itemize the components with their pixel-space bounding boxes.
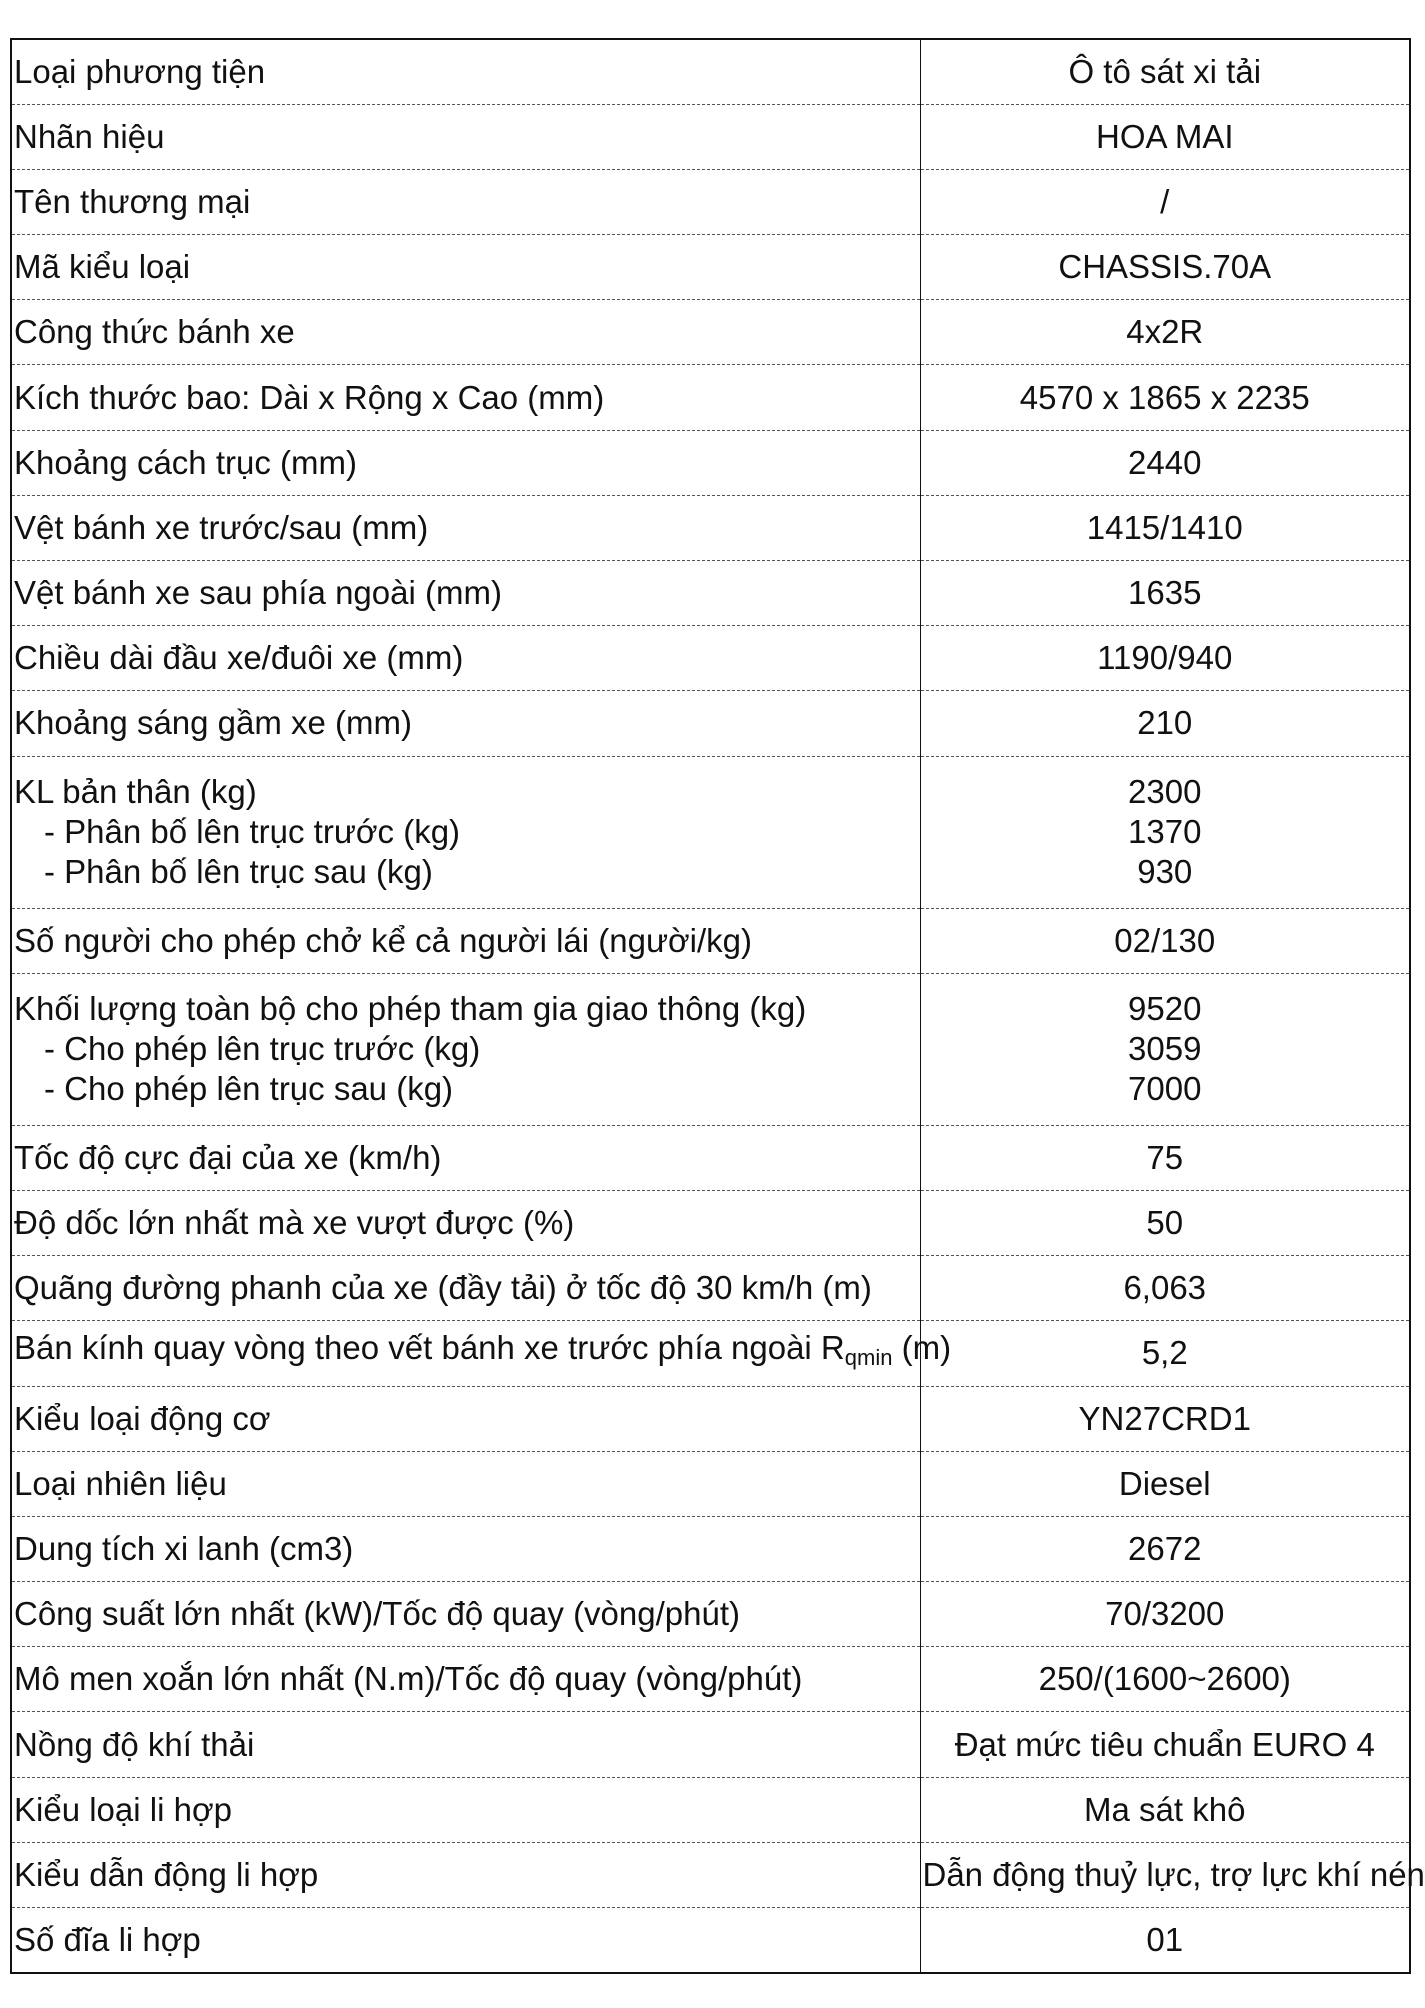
row-label: Tốc độ cực đại của xe (km/h) bbox=[11, 1125, 920, 1190]
row-value-group bbox=[920, 756, 1410, 908]
row-label: Chiều dài đầu xe/đuôi xe (mm) bbox=[11, 626, 920, 691]
row-value: Đạt mức tiêu chuẩn EURO 4 bbox=[920, 1712, 1410, 1777]
row-label: Khoảng cách trục (mm) bbox=[11, 430, 920, 495]
table-row bbox=[11, 365, 1410, 430]
table-row bbox=[11, 908, 1410, 973]
row-value: Dẫn động thuỷ lực, trợ lực khí nén bbox=[920, 1842, 1410, 1907]
table-row bbox=[11, 300, 1410, 365]
row-value: 210 bbox=[920, 691, 1410, 756]
row-label: Dung tích xi lanh (cm3) bbox=[11, 1516, 920, 1581]
row-label: Quãng đường phanh của xe (đầy tải) ở tốc độ 30 km/h (m) bbox=[11, 1256, 920, 1321]
table-row bbox=[11, 1908, 1410, 1973]
row-label: Công thức bánh xe bbox=[11, 300, 920, 365]
row-value-group bbox=[920, 973, 1410, 1125]
table-row bbox=[11, 973, 1410, 1125]
row-value: / bbox=[920, 169, 1410, 234]
table-row bbox=[11, 1647, 1410, 1712]
table-row bbox=[11, 561, 1410, 626]
table-row bbox=[11, 1712, 1410, 1777]
table-row bbox=[11, 1842, 1410, 1907]
spec-table bbox=[10, 38, 1425, 1974]
row-value: 6,063 bbox=[920, 1256, 1410, 1321]
row-label: Nồng độ khí thải bbox=[11, 1712, 920, 1777]
row-sub-label: - Cho phép lên trục sau (kg) bbox=[44, 1070, 454, 1108]
table-row bbox=[11, 1321, 1410, 1386]
row-sub-value: 1370 bbox=[1128, 813, 1202, 851]
row-label: Khoảng sáng gầm xe (mm) bbox=[11, 691, 920, 756]
row-label: KL bản thân (kg) bbox=[14, 773, 257, 811]
row-label-group bbox=[11, 756, 920, 908]
table-row bbox=[11, 1582, 1410, 1647]
row-label-tail: (m) bbox=[892, 1329, 952, 1367]
row-value: 1190/940 bbox=[920, 626, 1410, 691]
row-value: 02/130 bbox=[920, 908, 1410, 973]
row-label: Vệt bánh xe trước/sau (mm) bbox=[11, 495, 920, 560]
row-label-group bbox=[11, 973, 920, 1125]
row-label: Kiểu dẫn động li hợp bbox=[11, 1842, 920, 1907]
row-label: Độ dốc lớn nhất mà xe vượt được (%) bbox=[11, 1190, 920, 1255]
row-sub-label: - Cho phép lên trục trước (kg) bbox=[44, 1030, 481, 1068]
row-value: Diesel bbox=[920, 1451, 1410, 1516]
row-value: 4570 x 1865 x 2235 bbox=[920, 365, 1410, 430]
row-value: Ma sát khô bbox=[920, 1777, 1410, 1842]
row-label: Công suất lớn nhất (kW)/Tốc độ quay (vòng/phút) bbox=[11, 1582, 920, 1647]
table-row bbox=[11, 1256, 1410, 1321]
row-value: 2440 bbox=[920, 430, 1410, 495]
table-row bbox=[11, 430, 1410, 495]
row-label-turning-radius bbox=[11, 1321, 952, 1386]
table-row bbox=[11, 169, 1410, 234]
row-label: Số đĩa li hợp bbox=[11, 1908, 920, 1973]
row-value: 1415/1410 bbox=[920, 495, 1410, 560]
row-value: HOA MAI bbox=[920, 104, 1410, 169]
row-label: Khối lượng toàn bộ cho phép tham gia giao thông (kg) bbox=[14, 990, 807, 1028]
row-value: CHASSIS.70A bbox=[920, 235, 1410, 300]
table-row bbox=[11, 495, 1410, 560]
table-row bbox=[11, 39, 1410, 104]
table-row bbox=[11, 104, 1410, 169]
row-label: Mã kiểu loại bbox=[11, 235, 920, 300]
row-label: Tên thương mại bbox=[11, 169, 920, 234]
row-value: 01 bbox=[920, 1908, 1410, 1973]
row-value: 250/(1600~2600) bbox=[920, 1647, 1410, 1712]
row-sub-value: 3059 bbox=[1128, 1030, 1202, 1068]
table-row bbox=[11, 626, 1410, 691]
row-label: Vệt bánh xe sau phía ngoài (mm) bbox=[11, 561, 920, 626]
row-value: 1635 bbox=[920, 561, 1410, 626]
row-label: Mô men xoắn lớn nhất (N.m)/Tốc độ quay (vòng/phút) bbox=[11, 1647, 920, 1712]
table-row bbox=[11, 1125, 1410, 1190]
row-sub-label: - Phân bố lên trục trước (kg) bbox=[44, 813, 461, 851]
table-row bbox=[11, 1777, 1410, 1842]
row-label: Kích thước bao: Dài x Rộng x Cao (mm) bbox=[11, 365, 920, 430]
table-row bbox=[11, 235, 1410, 300]
row-value: 9520 bbox=[1128, 990, 1202, 1028]
row-value: 70/3200 bbox=[920, 1582, 1410, 1647]
row-value: 5,2 bbox=[920, 1321, 1410, 1386]
table-row bbox=[11, 1386, 1410, 1451]
row-label: Kiểu loại li hợp bbox=[11, 1777, 920, 1842]
table-row bbox=[11, 1451, 1410, 1516]
table-row bbox=[11, 1516, 1410, 1581]
table-row bbox=[11, 756, 1410, 908]
row-value: 2300 bbox=[1128, 773, 1202, 811]
row-label: Loại phương tiện bbox=[11, 39, 920, 104]
row-label: Loại nhiên liệu bbox=[11, 1451, 920, 1516]
row-value: 2672 bbox=[920, 1516, 1410, 1581]
row-label: Bán kính quay vòng theo vết bánh xe trước phía ngoài R bbox=[14, 1329, 845, 1367]
row-sub-value: 7000 bbox=[1128, 1070, 1202, 1108]
row-value: Ô tô sát xi tải bbox=[920, 39, 1410, 104]
row-value: 4x2R bbox=[920, 300, 1410, 365]
row-value: YN27CRD1 bbox=[920, 1386, 1410, 1451]
row-value: 50 bbox=[920, 1190, 1410, 1255]
table-row bbox=[11, 1190, 1410, 1255]
row-value: 75 bbox=[920, 1125, 1410, 1190]
row-sub-label: - Phân bố lên trục sau (kg) bbox=[44, 853, 433, 891]
table-row bbox=[11, 691, 1410, 756]
row-label: Nhãn hiệu bbox=[11, 104, 920, 169]
row-label: Kiểu loại động cơ bbox=[11, 1386, 920, 1451]
row-label: Số người cho phép chở kể cả người lái (người/kg) bbox=[11, 908, 920, 973]
row-sub-value: 930 bbox=[1137, 853, 1193, 891]
row-label-subscript: qmin bbox=[844, 1345, 893, 1371]
